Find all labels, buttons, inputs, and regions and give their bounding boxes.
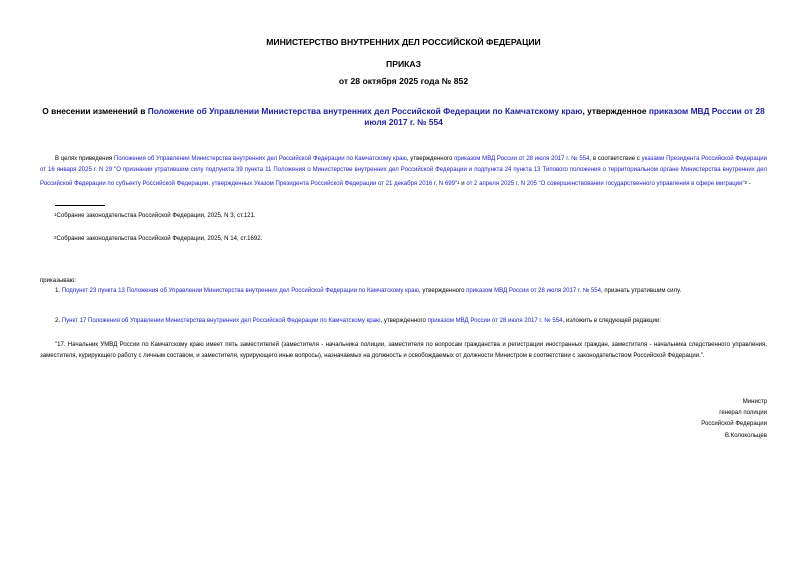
item-2-text-2: , утвержденного bbox=[380, 318, 428, 324]
footnote-ref-1[interactable]: 1 bbox=[457, 179, 460, 185]
footnote-2-text: Собрание законодательства Российской Федерации, 2025, N 14, ст.1692. bbox=[56, 236, 263, 242]
item-1-link-subclause[interactable]: Подпункт 23 пункта 13 Положения об Управлении Министерства внутренних дел Российской Федерации по Камчатскому краю bbox=[61, 288, 420, 294]
preamble-paragraph bbox=[40, 154, 767, 190]
preamble-text-2: , утвержденного bbox=[406, 156, 455, 162]
preamble-text-4: и bbox=[459, 180, 467, 187]
doc-type-heading: ПРИКАЗ bbox=[386, 59, 421, 69]
item-2-link-order[interactable]: приказом МВД России от 28 июля 2017 г. № 554 bbox=[427, 318, 563, 324]
item-1-text-3: , признать утратившим силу. bbox=[601, 288, 682, 294]
preamble-text-1: В целях приведения bbox=[55, 156, 114, 162]
item-2-link-clause[interactable]: Пункт 17 Положения об Управлении Министерства внутренних дел Российской Федерации по Камчатскому краю bbox=[61, 318, 381, 324]
item-1-paragraph bbox=[40, 286, 767, 297]
signature-block bbox=[701, 397, 767, 442]
ministry-heading: МИНИСТЕРСТВО ВНУТРЕННИХ ДЕЛ РОССИЙСКОЙ ФЕДЕРАЦИИ bbox=[266, 37, 541, 47]
footnote-ref-2[interactable]: 2 bbox=[744, 179, 748, 185]
preamble-text-5: - bbox=[747, 180, 751, 187]
footnote-2 bbox=[54, 232, 754, 245]
footnote-1-mark: 1 bbox=[54, 212, 57, 217]
footnote-divider bbox=[55, 205, 105, 206]
title-prefix: О внесении изменений в bbox=[42, 106, 148, 116]
signature-name: В.Колокольцев bbox=[724, 432, 767, 439]
footnote-1 bbox=[54, 209, 754, 222]
footnote-1-text: Собрание законодательства Российской Федерации, 2025, N 3, ст.121. bbox=[56, 213, 256, 219]
item-1-text-2: , утвержденного bbox=[419, 288, 467, 294]
preamble-link-decree-205[interactable]: от 2 апреля 2025 г. N 205 "О совершенствовании государственного управления в сфере миграции" bbox=[466, 180, 745, 187]
item-2-number: 2. bbox=[55, 318, 62, 324]
title-middle: , утвержденное bbox=[582, 106, 649, 116]
quoted-clause-17: "17. Начальник УМВД России по Камчатскому краю имеет пять заместителей (заместителя - начальника полиции, заместителя по вопросам гражданства и регистрации иностранных граждан, заместителя - начальника следственного управления, заместителя, курирующего работу с личным составом, и заместителя, курирующего иные вопросы), назначаемых на должность и освобождаемых от должности Министром в соответствии с законодательством Российской Федерации.". bbox=[40, 342, 767, 360]
title-link-regulation[interactable]: Положение об Управлении Министерства внутренних дел Российской Федерации по Камчатскому краю bbox=[147, 106, 583, 116]
date-number-heading: от 28 октября 2025 года № 852 bbox=[338, 76, 469, 86]
preamble-text-3: , в соответствие с bbox=[589, 156, 642, 162]
title-link-order[interactable]: приказом МВД России от 28 июля 2017 г. № 554 bbox=[364, 106, 765, 127]
footnote-2-mark: 2 bbox=[54, 235, 57, 240]
signature-rank: генерал полиции bbox=[719, 410, 767, 417]
signature-position: Министр bbox=[742, 399, 767, 405]
item-2-paragraph bbox=[40, 316, 767, 327]
order-word: приказываю: bbox=[40, 278, 76, 284]
item-2-text-3: , изложить в следующей редакции: bbox=[562, 318, 661, 324]
signature-country: Российской Федерации bbox=[701, 421, 767, 428]
preamble-link-decree-29[interactable]: указами Президента Российской Федерации от 16 января 2025 г. N 29 "О признании утратившим силу подпункта 39 пункта 11 Положения о Министерстве внутренних дел Российской Федерации и подпункта 24 пункта 13 Типового положения о территориальном органе Министерства внутренних дел Российской Федерации по субъекту Российской Федерации, утвержденных Указом Президента Российской Федерации от 21 декабря 2016 г. N 699" bbox=[40, 156, 767, 187]
item-1-number: 1. bbox=[55, 288, 62, 294]
item-1-link-order[interactable]: приказом МВД России от 28 июля 2017 г. № 554 bbox=[466, 288, 602, 294]
preamble-link-order[interactable]: приказом МВД России от 28 июля 2017 г. № 554 bbox=[454, 156, 590, 162]
preamble-link-regulation[interactable]: Положения об Управлении Министерства внутренних дел Российской Федерации по Камчатскому краю bbox=[113, 156, 407, 162]
document-title bbox=[40, 106, 767, 128]
